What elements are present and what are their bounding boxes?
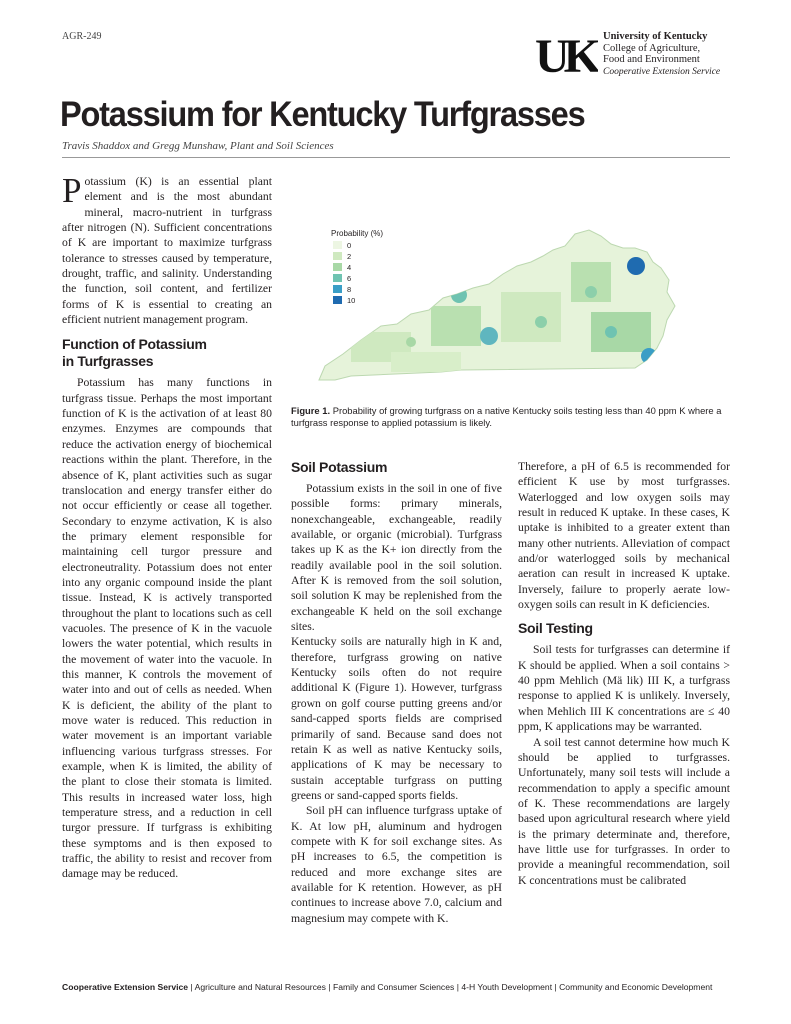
legend-swatch — [333, 241, 342, 249]
footer-service: Cooperative Extension Service — [62, 982, 189, 992]
title-divider — [62, 157, 730, 158]
footer — [62, 982, 730, 992]
legend-label: 0 — [347, 241, 352, 250]
intro-paragraph — [62, 171, 272, 327]
intro-text: otassium (K) is an essential plant element and is the most abundant mineral, macro-nutrient in turfgrass after nitrogen (N). Sufficient concentrations of K are important to maximize turfgrass tolerance to stresses caused by temperature, drought, traffic, and salinity. Understanding the function, soil content, and fertilizer forms of K is essential to creating an efficient nutrient management program. — [62, 175, 272, 327]
function-paragraph: Potassium has many functions in turfgrass tissue. Perhaps the most important function of K is the activation of at least 80 enzymes. Enzymes are compounds that reduce the activation energy of biochemical reactions within the plant. Therefore, in the absence of K, plant activities such as sugar translocation and energy transfer either do not occur efficiently or cease all together. Secondary to enzyme activation, K is also the primary element responsible for maintaining cell turgor pressure and electroneutrality. Potassium does not enter into any organic compound inside the plant tissue. Instead, K is actively transported throughout the plant to locations such as cell vacuoles. The presence of K in the vacuole lowers the water potential, which results in the movement of water into the vacuole. In this manner, K controls the movement of water into and out of cells as needed. When K is deficient, the ability of the plant to move water is reduced. This reduction in water movement is an important variable influencing various turfgrass stresses. For example, when K is limited, the ability of the plant to close their stomata is limited. This results in increased water loss, high temperature stress, and a reduction in cell turgor pressure. If turfgrass is exhibiting these symptoms and is then exposed to traffic, the ability to resist and recover from damage may be reduced. — [62, 376, 272, 881]
column-1 — [62, 171, 272, 882]
legend-swatch — [333, 296, 342, 304]
kentucky-map-figure — [291, 222, 731, 397]
function-heading-line-2: in Turfgrasses — [62, 353, 154, 370]
legend-swatch — [333, 252, 342, 260]
legend-label: 4 — [347, 263, 352, 272]
soil-potassium-paragraph-2: Kentucky soils are naturally high in K and, therefore, turfgrass growing on native Kentucky soils often do not require additional K (Figure 1). However, turfgrass grown on golf course putting greens and/or sand-capped sports fields are comprised primarily of sand. Because sand does not retain K as well as native Kentucky soils, applications of K may be necessary to sustain acceptable turfgrass on putting greens or sand-capped sports fields. — [291, 635, 502, 802]
soil-potassium-paragraph-3: Soil pH can influence turfgrass uptake of K. At low pH, aluminum and hydrogen compete with K for soil exchange sites. As pH increases to 6.5, the competition is reduced and more exchange sites are available for K retention. However, as pH continues to increase above 7.0, calcium and magnesium may compete with K. — [291, 804, 502, 925]
map-legend-title: Probability (%) — [331, 229, 384, 238]
uk-logo — [534, 30, 598, 78]
legend-label: 8 — [347, 285, 352, 294]
soil-potassium-paragraph-1: Potassium exists in the soil in one of five possible forms: primary minerals, nonexchangeable, exchangeable, readily available, or organic (microbial). Turfgrass takes up K as the K+ ion directly from the readily available pool in the soil solution. After K is removed from the soil solution, soil solution K may be replenished from the exchangeable K held on the soil exchange sites. — [291, 482, 502, 634]
university-block — [603, 31, 720, 78]
soil-testing-heading: Soil Testing — [518, 620, 593, 637]
legend-swatch — [333, 274, 342, 282]
extension-service: Cooperative Extension Service — [603, 66, 721, 77]
legend-label: 6 — [347, 274, 352, 283]
soil-testing-paragraph-1: Soil tests for turfgrasses can determine if K should be applied. When a soil contains > 40 ppm Mehlich (Mä lik) III K, a turfgrass response to applied K is unlikely. Inversely, when Mehlich III K concentrations are ≤ 40 ppm, K applications may be warranted. — [518, 643, 730, 734]
college-line-1: College of Agriculture, — [603, 42, 701, 54]
column-2 — [291, 459, 502, 926]
legend-swatch — [333, 263, 342, 271]
map-legend — [333, 241, 355, 305]
soil-potassium-heading: Soil Potassium — [291, 459, 388, 475]
function-heading-line-1: Function of Potassium — [62, 336, 207, 353]
caption-text: Probability of growing turfgrass on a native Kentucky soils testing less than 40 ppm K where a turfgrass response to applied potassium is likely. — [291, 405, 722, 428]
ph-continuation-paragraph: Therefore, a pH of 6.5 is recommended for efficient K use by most turfgrasses. Waterlogged and low oxygen soils may result in reduced K uptake. In these cases, K uptake is inhibited to a greater extent than many other nutrients. Alleviation of compact and/or waterlogged soils by mechanical aeration can result in increased K uptake. Inversely, failure to properly aerate low-oxygen soils can result in K deficiencies. — [518, 460, 730, 612]
legend-label: 10 — [347, 296, 356, 305]
figure-caption — [291, 405, 731, 429]
legend-swatch — [333, 285, 342, 293]
college-line-2: Food and Environment — [603, 54, 700, 65]
uk-logo-text: UK — [535, 30, 595, 78]
soil-testing-paragraph-2: A soil test cannot determine how much K should be applied to turfgrasses. Unfortunately, many soil tests will include a recommendation to apply a specific amount of K. These recommendations are largely based upon agricultural research where yield is the primary determinate and, therefore, have little use for turfgrasses. In order to provide a meaningful recommendation, soil K concentrations must be calibrated — [518, 735, 730, 887]
authors: Travis Shaddox and Gregg Munshaw, Plant and Soil Sciences — [62, 140, 334, 152]
drop-cap: P — [62, 171, 82, 210]
function-heading — [62, 336, 272, 370]
university-name: University of Kentucky — [603, 31, 708, 42]
column-3 — [518, 459, 730, 888]
caption-label: Figure 1. — [291, 405, 331, 416]
publication-code: AGR-249 — [62, 31, 102, 42]
footer-programs: | Agriculture and Natural Resources | Family and Consumer Sciences | 4-H Youth Development | Community and Economic Development — [188, 982, 713, 992]
page-title: Potassium for Kentucky Turfgrasses — [60, 95, 585, 134]
legend-label: 2 — [347, 252, 352, 261]
